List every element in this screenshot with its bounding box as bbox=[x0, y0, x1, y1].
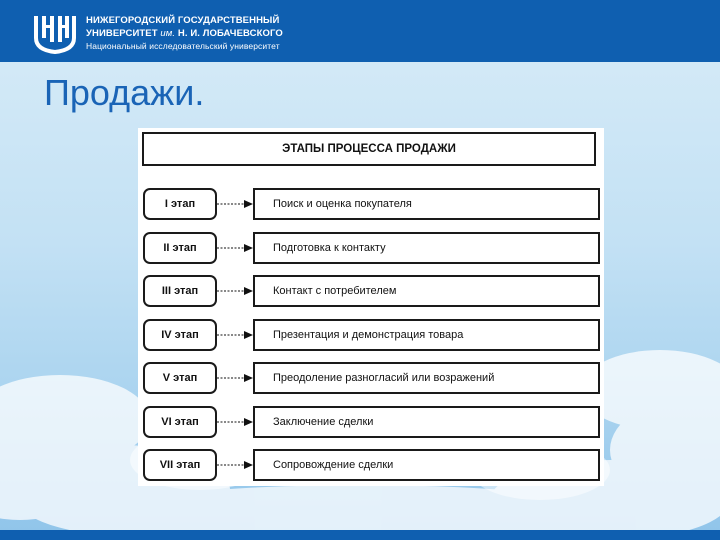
stage-row bbox=[138, 275, 604, 307]
stage-description: Преодоление разногласий или возражений bbox=[253, 362, 600, 394]
stage-label: IV этап bbox=[143, 319, 217, 351]
university-name-lobachevsky: Н. И. ЛОБАЧЕВСКОГО bbox=[177, 28, 283, 39]
stage-row bbox=[138, 362, 604, 394]
university-header bbox=[0, 0, 720, 62]
stage-label: II этап bbox=[143, 232, 217, 264]
university-name-line2 bbox=[86, 28, 283, 39]
stage-row bbox=[138, 232, 604, 264]
arrow-right-icon bbox=[217, 328, 253, 342]
arrow-right-icon bbox=[217, 241, 253, 255]
stage-label: VII этап bbox=[143, 449, 217, 481]
footer-bar bbox=[0, 530, 720, 540]
stage-description: Контакт с потребителем bbox=[253, 275, 600, 307]
stage-description: Поиск и оценка покупателя bbox=[253, 188, 600, 220]
arrow-right-icon bbox=[217, 284, 253, 298]
university-subtitle: Национальный исследовательский университет bbox=[86, 41, 280, 51]
arrow-right-icon bbox=[217, 197, 253, 211]
stage-row bbox=[138, 188, 604, 220]
arrow-right-icon bbox=[217, 458, 253, 472]
sales-stages-diagram bbox=[138, 128, 604, 486]
stage-label: VI этап bbox=[143, 406, 217, 438]
stage-row bbox=[138, 319, 604, 351]
page-title: Продажи. bbox=[44, 72, 205, 113]
stage-label: V этап bbox=[143, 362, 217, 394]
arrow-right-icon bbox=[217, 371, 253, 385]
stage-label: III этап bbox=[143, 275, 217, 307]
unn-logo-icon bbox=[32, 8, 78, 54]
university-name-part: УНИВЕРСИТЕТ bbox=[86, 28, 158, 39]
diagram-title: ЭТАПЫ ПРОЦЕССА ПРОДАЖИ bbox=[142, 132, 596, 166]
stage-description: Подготовка к контакту bbox=[253, 232, 600, 264]
stage-row bbox=[138, 449, 604, 481]
stage-row bbox=[138, 406, 604, 438]
stage-description: Сопровождение сделки bbox=[253, 449, 600, 481]
university-name-im: им. bbox=[160, 28, 176, 39]
university-name-line1: НИЖЕГОРОДСКИЙ ГОСУДАРСТВЕННЫЙ bbox=[86, 15, 280, 26]
arrow-right-icon bbox=[217, 415, 253, 429]
stage-description: Заключение сделки bbox=[253, 406, 600, 438]
stage-description: Презентация и демонстрация товара bbox=[253, 319, 600, 351]
stage-label: I этап bbox=[143, 188, 217, 220]
